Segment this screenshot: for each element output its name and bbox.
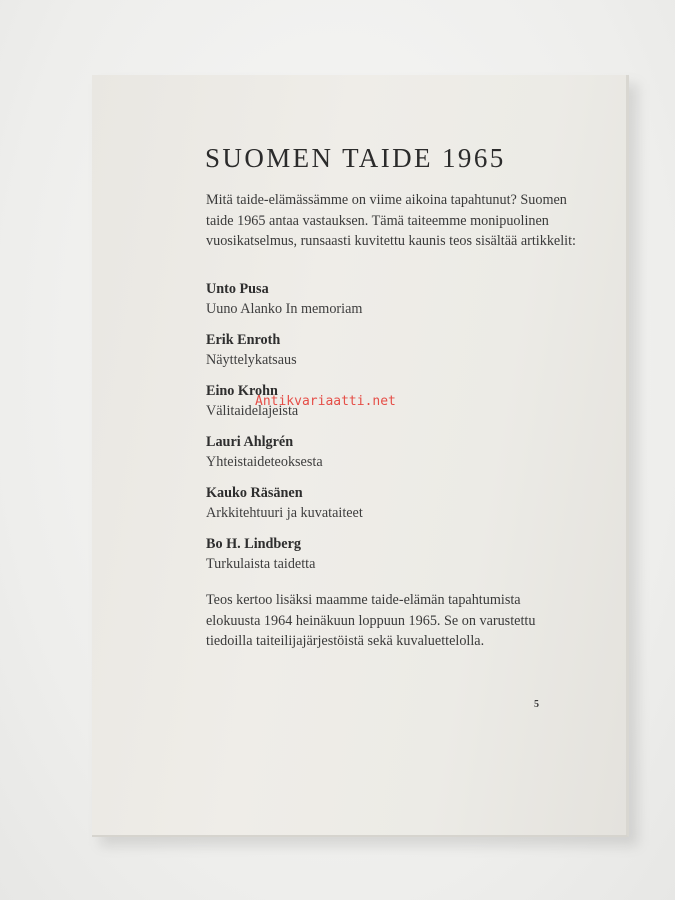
article-list <box>206 279 578 585</box>
article-item <box>206 432 578 483</box>
article-item <box>206 330 578 381</box>
article-item <box>206 534 578 585</box>
watermark-text: Antikvariaatti.net <box>255 394 396 409</box>
article-author: Eino Krohn <box>206 383 278 399</box>
article-title: Turkulaista taidetta <box>206 556 316 572</box>
article-author: Unto Pusa <box>206 281 269 297</box>
article-author: Bo H. Lindberg <box>206 536 301 552</box>
article-title: Yhteistaideteoksesta <box>206 454 323 470</box>
book-title: SUOMEN TAIDE 1965 <box>205 143 506 173</box>
article-title: Välitaidelajeista <box>206 403 299 419</box>
article-author: Kauko Räsänen <box>206 485 303 501</box>
article-author: Lauri Ahlgrén <box>206 434 294 450</box>
article-title: Uuno Alanko In memoriam <box>206 301 363 317</box>
outro-paragraph: Teos kertoo lisäksi maamme taide-elämän tapahtumista elokuusta 1964 heinäkuun loppuun 1965. Se on varustettu tiedoilla taiteilijajärjestöistä sekä kuvaluettelolla. <box>206 592 536 649</box>
article-author: Erik Enroth <box>206 332 281 348</box>
intro-paragraph: Mitä taide-elämässämme on viime aikoina tapahtunut? Suomen taide 1965 antaa vastauksen. Tämä taiteemme monipuolinen vuosikatselmus, runsaasti kuvitettu kaunis teos sisältää artikkelit: <box>206 192 576 249</box>
article-title: Arkkitehtuuri ja kuvataiteet <box>206 505 363 521</box>
article-title: Näyttelykatsaus <box>206 352 297 368</box>
article-item <box>206 483 578 534</box>
page-number: 5 <box>534 699 539 710</box>
article-item <box>206 279 578 330</box>
